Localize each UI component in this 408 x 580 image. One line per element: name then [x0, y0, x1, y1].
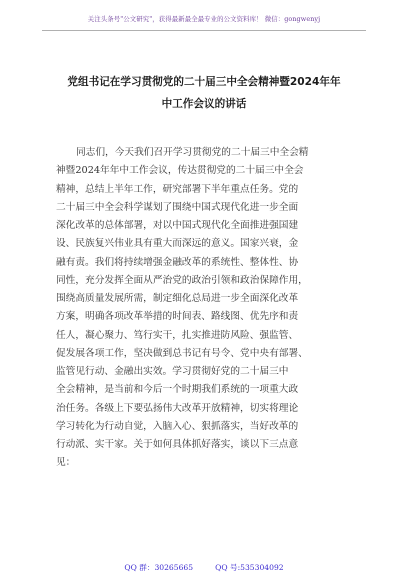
body-line: 设、民族复兴伟业具有重大而深远的意义。国家兴衰，金 — [56, 238, 299, 250]
body-line: 治任务。各级上下要弘扬伟大改革开放精神，切实将理论 — [56, 402, 299, 414]
title-line: 党组书记在学习贯彻党的二十届三中全会精神暨2024年年 — [67, 76, 341, 88]
body-line: 精神，总结上半年工作，研究部署下半年重点任务。党的 — [56, 183, 299, 195]
header-divider — [42, 30, 366, 31]
body-line: 围绕高质量发展所需，制定细化总局进一步全面深化改革 — [56, 293, 299, 304]
body-line: 同志们，今天我们召开学习贯彻党的二十届三中全会精 — [76, 147, 309, 158]
qq-account-number: QQ 号:535304092 — [215, 563, 284, 572]
title-line: 中工作会议的讲话 — [161, 98, 247, 110]
qq-group-number: QQ 群：30265665 — [124, 563, 194, 572]
footer-contact — [0, 562, 408, 573]
header-banner: 关注头条号"公文研究"，获得最新最全最专业的公文资料库！ 微信：gongwenyj — [87, 15, 321, 23]
body-line: 见： — [56, 457, 76, 469]
body-line: 神暨2024年年中工作会议，传达贯彻党的二十届三中全会 — [56, 165, 304, 177]
document-title — [42, 71, 366, 115]
body-line: 融有责。我们将持续增强金融改革的系统性、整体性、协 — [56, 256, 299, 268]
body-line: 监管见行动、金融出实效。学习贯彻好党的二十届三中 — [56, 366, 289, 377]
body-line: 学习转化为行动自觉，入脑入心、狠抓落实，当好改革的 — [56, 420, 299, 432]
body-line: 深化改革的总体部署，对以中国式现代化全面推进强国建 — [56, 220, 299, 231]
document-body — [56, 144, 352, 473]
body-line: 任人，凝心聚力、笃行实干，扎实推进防风险、强监管、 — [56, 329, 299, 341]
body-line: 全会精神，是当前和今后一个时期我们系统的一项重大政 — [56, 384, 299, 396]
body-line: 二十届三中全会科学谋划了围绕中国式现代化进一步全面 — [56, 201, 299, 213]
body-line: 方案，明确各项改革举措的时间表、路线图、优先序和责 — [56, 311, 299, 323]
body-line: 促发展各项工作，坚决做到总书记有号令、党中央有部署、 — [56, 347, 308, 359]
body-line: 行动派、实干家。关于如何具体抓好落实，谈以下三点意 — [56, 439, 299, 450]
body-line: 同性，充分发挥全面从严治党的政治引领和政治保障作用， — [56, 274, 308, 286]
